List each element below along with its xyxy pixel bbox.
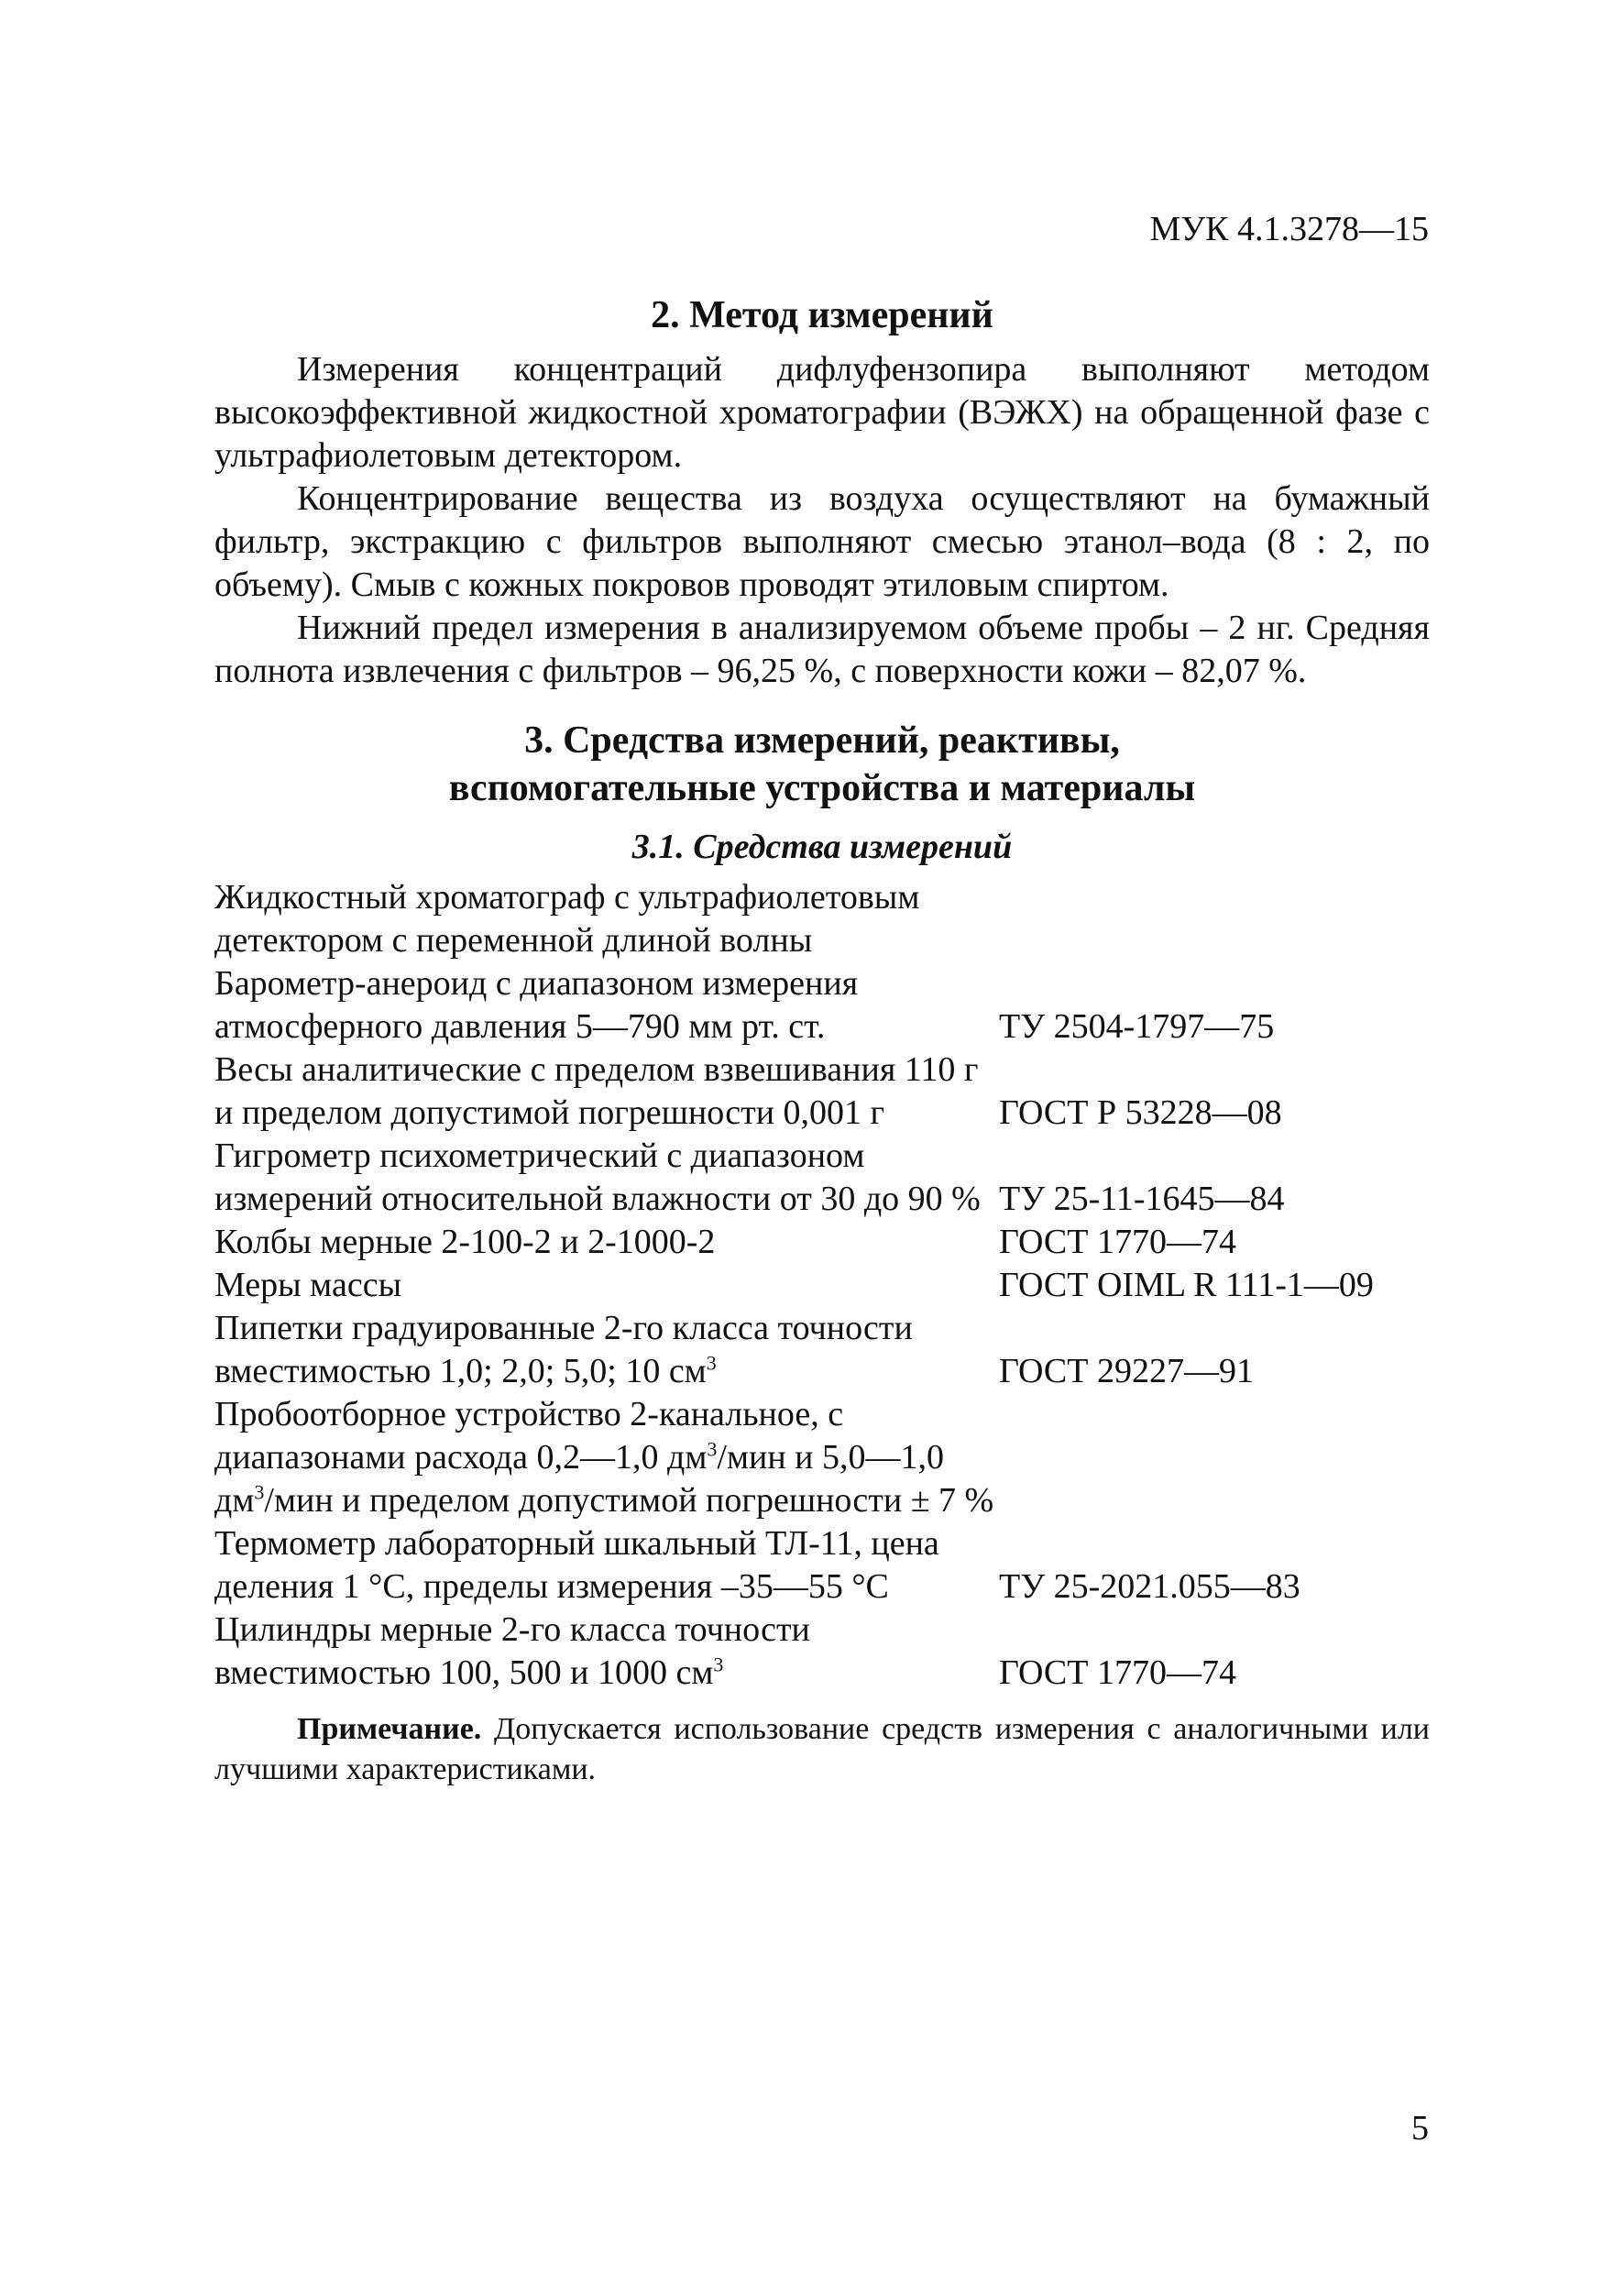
instrument-item <box>214 1264 1430 1307</box>
instrument-item <box>214 1135 1430 1221</box>
instrument-item <box>214 1221 1430 1264</box>
instrument-standard: ТУ 2504-1797—75 <box>999 1007 1275 1046</box>
superscript: 3 <box>713 1653 724 1676</box>
instruments-list <box>214 876 1430 1695</box>
document-code: МУК 4.1.3278—15 <box>1149 210 1429 248</box>
description-text: /мин и пределом допустимой погрешности ± 7 % <box>264 1481 994 1520</box>
note-label: Примечание. <box>297 1712 482 1746</box>
instrument-standard: ГОСТ OIML R 111-1—09 <box>999 1266 1374 1304</box>
section-3-title-line-1: 3. Средства измерений, реактивы, <box>524 719 1120 762</box>
note <box>214 1709 1430 1790</box>
instrument-standard: ГОСТ 1770—74 <box>999 1653 1236 1692</box>
note-text: Допускается использование средств измерения с аналогичными или лучшими характеристиками. <box>214 1712 1430 1786</box>
superscript: 3 <box>254 1480 265 1504</box>
instrument-item <box>214 1393 1430 1522</box>
instrument-description: Весы аналитические с пределом взвешивания 110 г и пределом допустимой погрешности 0,001 г <box>214 1050 979 1132</box>
instrument-description: Колбы мерные 2-100-2 и 2-1000-2 <box>214 1223 716 1261</box>
section-2-title: 2. Метод измерений <box>651 294 993 336</box>
page-content <box>214 291 1430 1790</box>
section-2-paragraph-3: Нижний предел измерения в анализируемом объеме пробы – 2 нг. Средняя полнота извлечения с фильтров – 96,25 %, с поверхности кожи – 82,07 %. <box>214 609 1430 690</box>
section-3-title <box>214 717 1430 812</box>
subsection-3-1-title: 3.1. Средства измерений <box>631 828 1013 866</box>
instrument-description: Гигрометр психометрический с диапазоном измерений относительной влажности от 30 до 90 % <box>214 1136 981 1218</box>
instrument-description <box>214 1393 999 1522</box>
instrument-description: Меры массы <box>214 1266 402 1304</box>
instrument-standard: ТУ 25-2021.055—83 <box>999 1567 1300 1606</box>
page-number: 5 <box>1411 2109 1429 2147</box>
instrument-item <box>214 1049 1430 1135</box>
instrument-description <box>214 1307 999 1393</box>
instrument-standard: ТУ 25-11-1645—84 <box>999 1180 1285 1218</box>
superscript: 3 <box>706 1351 717 1375</box>
instrument-item <box>214 1609 1430 1695</box>
instrument-item <box>214 962 1430 1049</box>
instrument-standard: ГОСТ 29227—91 <box>999 1352 1254 1390</box>
instrument-description <box>214 1609 999 1695</box>
section-2-paragraph-2: Концентрирование вещества из воздуха осуществляют на бумажный фильтр, экстракцию с фильтров выполняют смесью этанол–вода (8 : 2, по объему). Смыв с кожных покровов проводят этиловым спиртом. <box>214 479 1430 604</box>
description-text: Пробоотборное устройство 2-канальное, с диапазонами расхода 0,2—1,0 дм <box>214 1395 844 1477</box>
description-text: Цилиндры мерные 2-го класса точности вместимостью 100, 500 и 1000 см <box>214 1610 810 1692</box>
instrument-standard: ГОСТ 1770—74 <box>999 1223 1236 1261</box>
superscript: 3 <box>707 1437 718 1461</box>
description-text: /мин и 5,0—1,0 дм <box>214 1438 945 1520</box>
instrument-description: Термометр лабораторный шкальный ТЛ-11, цена деления 1 °С, пределы измерения –35—55 °С <box>214 1524 939 1606</box>
section-3-title-line-2: вспомогательные устройства и материалы <box>448 767 1196 809</box>
section-2-paragraph-1: Измерения концентраций дифлуфензопира выполняют методом высокоэффективной жидкостной хроматографии (ВЭЖХ) на обращенной фазе с ультрафиолетовым детектором. <box>214 350 1430 475</box>
instrument-item <box>214 876 1430 962</box>
instrument-item <box>214 1522 1430 1609</box>
instrument-standard: ГОСТ Р 53228—08 <box>999 1093 1282 1132</box>
instrument-description: Жидкостный хроматограф с ультрафиолетовым детектором с переменной длиной волны <box>214 878 920 960</box>
description-text: Пипетки градуированные 2-го класса точности вместимостью 1,0; 2,0; 5,0; 10 см <box>214 1309 913 1390</box>
instrument-item <box>214 1307 1430 1393</box>
instrument-description: Барометр-анероид с диапазоном измерения атмосферного давления 5—790 мм рт. ст. <box>214 964 859 1046</box>
